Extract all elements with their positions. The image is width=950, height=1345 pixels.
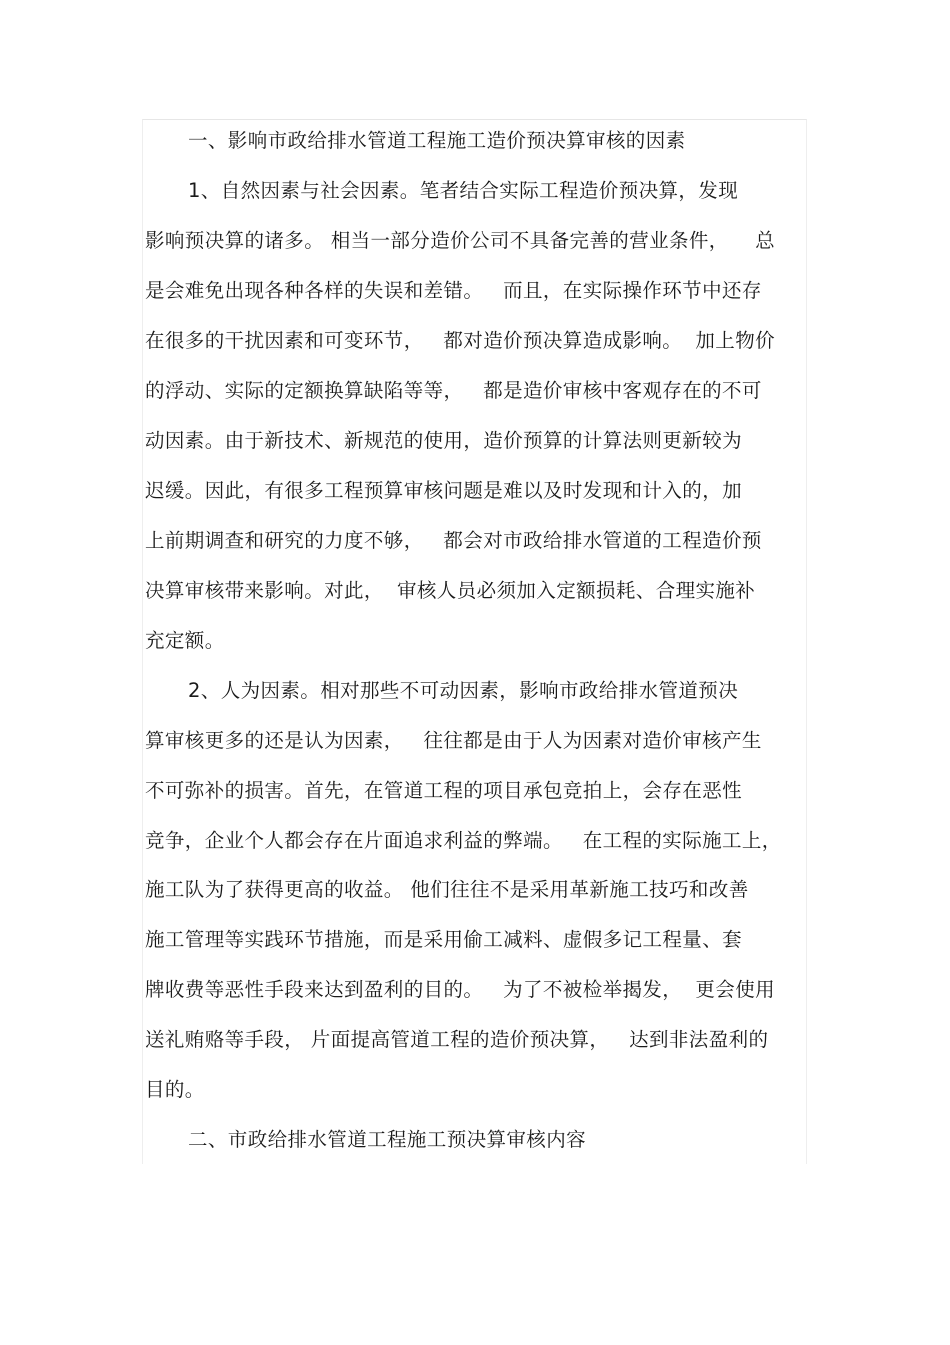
paragraph-line: 是会难免出现各种各样的失误和差错。 而且，在实际操作环节中还存	[145, 279, 762, 302]
paragraph-line: 决算审核带来影响。对此， 审核人员必须加入定额损耗、合理实施补	[145, 579, 756, 602]
paragraph-line: 竞争，企业个人都会存在片面追求利益的弊端。 在工程的实际施工上，	[145, 829, 782, 852]
paragraph-line: 牌收费等恶性手段来达到盈利的目的。 为了不被检举揭发， 更会使用	[145, 978, 775, 1001]
section-heading: 二、市政给排水管道工程施工预决算审核内容	[188, 1128, 587, 1151]
paragraph-line: 迟缓。因此，有很多工程预算审核问题是难以及时发现和计入的，加	[145, 479, 743, 502]
section-heading: 一、影响市政给排水管道工程施工造价预决算审核的因素	[188, 129, 686, 152]
paragraph-line: 施工管理等实践环节措施，而是采用偷工减料、虚假多记工程量、套	[145, 928, 743, 951]
paragraph-line: 动因素。由于新技术、新规范的使用，造价预算的计算法则更新较为	[145, 429, 743, 452]
paragraph-line: 充定额。	[145, 629, 225, 652]
paragraph-line: 算审核更多的还是认为因素， 往往都是由于人为因素对造价审核产生	[145, 729, 762, 752]
paragraph-line: 不可弥补的损害。首先，在管道工程的项目承包竞拍上，会存在恶性	[145, 779, 743, 802]
paragraph-line: 2、人为因素。相对那些不可动因素，影响市政给排水管道预决	[188, 679, 739, 702]
paragraph-line: 上前期调查和研究的力度不够， 都会对市政给排水管道的工程造价预	[145, 529, 762, 552]
paragraph-line: 施工队为了获得更高的收益。 他们往往不是采用革新施工技巧和改善	[145, 878, 749, 901]
page-frame	[142, 119, 807, 1164]
paragraph-line: 在很多的干扰因素和可变环节， 都对造价预决算造成影响。 加上物价	[145, 329, 775, 352]
paragraph-line: 送礼贿赂等手段， 片面提高管道工程的造价预决算， 达到非法盈利的	[145, 1028, 769, 1051]
paragraph-line: 目的。	[145, 1078, 205, 1101]
paragraph-line: 影响预决算的诸多。 相当一部分造价公司不具备完善的营业条件， 总	[145, 229, 775, 252]
paragraph-line: 1、自然因素与社会因素。笔者结合实际工程造价预决算，发现	[188, 179, 739, 202]
paragraph-line: 的浮动、实际的定额换算缺陷等等， 都是造价审核中客观存在的不可	[145, 379, 762, 402]
